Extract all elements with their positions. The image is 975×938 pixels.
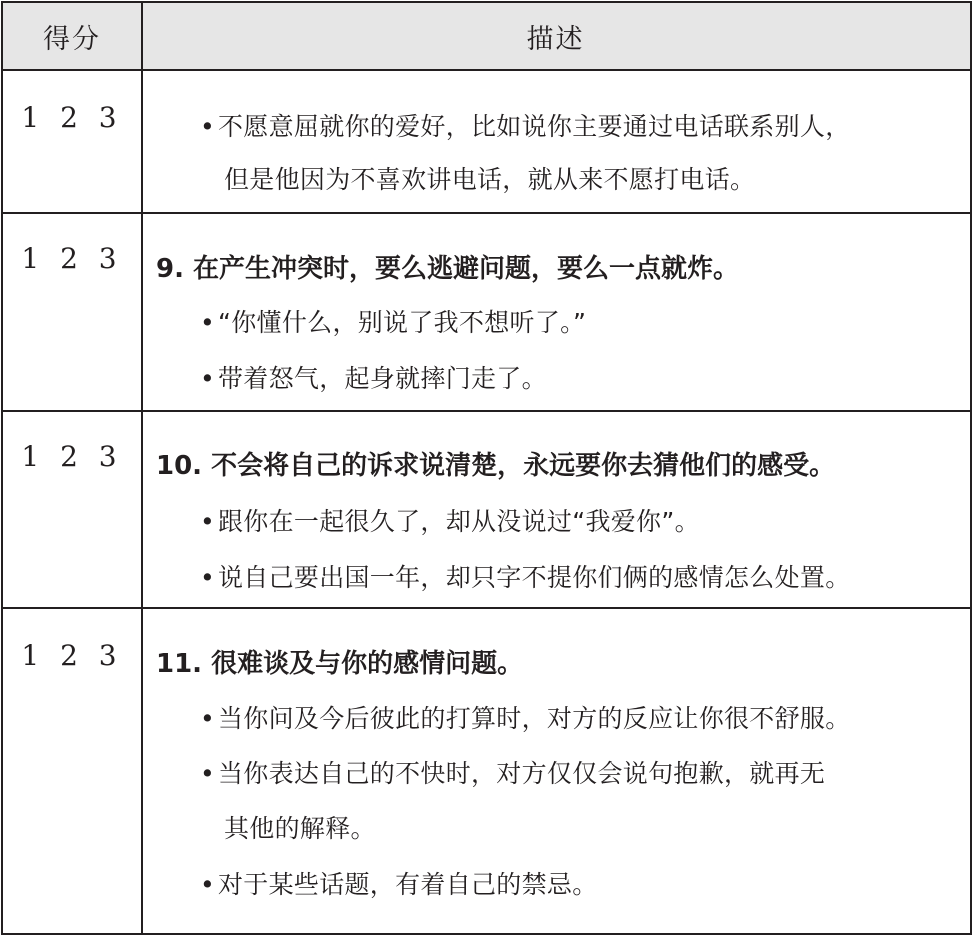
item-title: 10. 不会将自己的诉求说清楚，永远要你去猜他们的感受。 xyxy=(156,451,836,481)
bullet-item-continuation: 但是他因为不喜欢讲电话，就从来不愿打电话。 xyxy=(224,165,756,194)
bullet-item xyxy=(200,754,825,790)
table-header xyxy=(3,3,970,71)
bullet-text: 带着怒气，起身就摔门走了。 xyxy=(218,364,547,393)
bullet-item xyxy=(200,699,851,735)
bullet-text: 对于某些话题，有着自己的禁忌。 xyxy=(218,870,598,899)
bullet-item xyxy=(200,502,700,538)
bullet-item xyxy=(200,865,598,901)
bullet-item xyxy=(200,359,547,395)
bullet-text: 说自己要出国一年，却只字不提你们俩的感情怎么处置。 xyxy=(218,563,851,592)
item-title: 11. 很难谈及与你的感情问题。 xyxy=(156,649,524,679)
header-description: 描述 xyxy=(526,23,585,55)
bullet-dot: • xyxy=(200,563,216,592)
score-options: 1 2 3 xyxy=(21,101,123,134)
bullet-dot: • xyxy=(200,308,216,337)
item-title: 9. 在产生冲突时，要么逃避问题，要么一点就炸。 xyxy=(156,254,740,284)
bullet-text: 跟你在一起很久了，却从没说过“我爱你”。 xyxy=(218,507,700,536)
bullet-dot: • xyxy=(200,704,216,733)
score-options: 1 2 3 xyxy=(21,242,123,275)
bullet-dot: • xyxy=(200,759,216,788)
bullet-text: 当你表达自己的不快时，对方仅仅会说句抱歉，就再无 xyxy=(218,759,826,788)
bullet-item xyxy=(200,303,586,339)
column-divider xyxy=(141,3,143,933)
bullet-item-continuation: 其他的解释。 xyxy=(224,814,376,843)
table-row xyxy=(3,71,970,214)
bullet-text: “你懂什么，别说了我不想听了。” xyxy=(218,308,587,337)
bullet-item xyxy=(200,107,851,143)
header-score: 得分 xyxy=(43,23,101,55)
table-row xyxy=(3,412,970,609)
scoring-table xyxy=(1,1,972,935)
bullet-dot: • xyxy=(200,364,216,393)
score-options: 1 2 3 xyxy=(21,440,123,473)
bullet-dot: • xyxy=(200,870,216,899)
bullet-dot: • xyxy=(200,112,216,141)
bullet-text: 当你问及今后彼此的打算时，对方的反应让你很不舒服。 xyxy=(218,704,851,733)
score-options: 1 2 3 xyxy=(21,639,123,672)
bullet-dot: • xyxy=(200,507,216,536)
table-row xyxy=(3,609,970,935)
bullet-text: 不愿意屈就你的爱好，比如说你主要通过电话联系别人， xyxy=(218,112,851,141)
bullet-item xyxy=(200,558,851,594)
table-row xyxy=(3,214,970,412)
